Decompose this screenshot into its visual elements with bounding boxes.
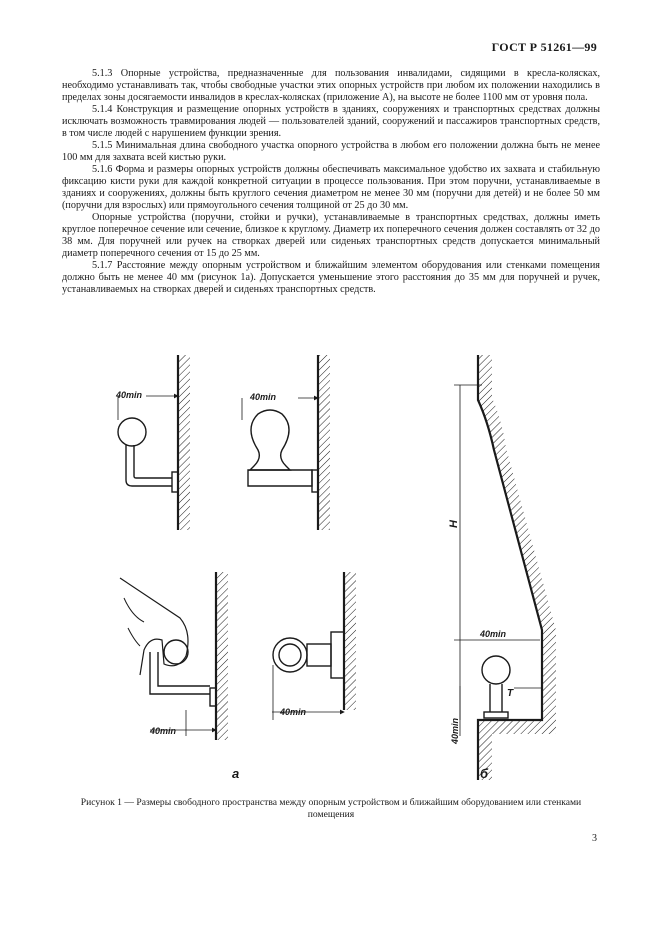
paragraph-5-1-4: 5.1.4 Конструкция и размещение опорных устройств в зданиях, сооружениях и транспортных средствах должны исключать возможность травмирования людей — пользователей зданий, сооружений и пассажиров транспортных средств, в том числе людей с нарушением функции зрения. [62, 104, 600, 139]
dim-label-t: T [507, 688, 514, 699]
dim-label-40min-top-left: 40min [116, 390, 143, 400]
dim-label-40min-vehicle-floor: 40min [450, 717, 460, 744]
dim-label-40min-vehicle: 40min [480, 629, 507, 639]
dim-label-40min-top-right: 40min [250, 392, 277, 402]
detail-hand-grip [120, 572, 228, 740]
figure-part-b-label: б [480, 766, 489, 781]
dim-label-40min-pipe: 40min [280, 707, 307, 717]
detail-round-handrail-wall [118, 355, 190, 530]
paragraph-5-1-5: 5.1.5 Минимальная длина свободного участка опорного устройства в любом его положении должна быть не менее 100 мм для захвата всей кистью руки. [62, 140, 600, 163]
body-text [62, 68, 600, 296]
figure-caption: Рисунок 1 — Размеры свободного пространства между опорным устройством и ближайшим оборудованием или стенками помещения [80, 797, 582, 820]
figure-1-drawing [80, 340, 580, 790]
paragraph-transport-supports: Опорные устройства (поручни, стойки и ручки), устанавливаемые в транспортных средствах, должны иметь круглое поперечное сечение или сечение, близкое к круглому. Диаметр их поперечного сечения должен составлять от 32 до 38 мм. Для поручней или ручек на створках дверей или сиденьях транспортных средств допускается минимальный диаметр поперечного сечения от 15 до 25 мм. [62, 212, 600, 259]
detail-profile-handrail-wall [242, 355, 330, 530]
paragraph-5-1-6: 5.1.6 Форма и размеры опорных устройств должны обеспечивать максимальное удобство их захвата и стабильную фиксацию кисти руки для каждой конкретной ситуации в процессе пользования. При этом поручни, устанавливаемые в зданиях и сооружениях, должны быть круглого сечения диаметром не менее 30 мм (поручни для детей) и не более 50 мм (поручни для взрослых) или прямоугольного сечения толщиной от 25 до 30 мм. [62, 164, 600, 211]
paragraph-5-1-3: 5.1.3 Опорные устройства, предназначенные для пользования инвалидами, сидящими в кресла-колясках, необходимо устанавливать так, чтобы свободные участки этих опорных устройств при любом их положении находились в пределах зоны досягаемости инвалидов в креслах-колясках (приложение А), на высоте не более 1100 мм от уровня пола. [62, 68, 600, 103]
dim-label-40min-hand: 40min [150, 726, 177, 736]
figure-part-a-label: а [232, 766, 240, 781]
paragraph-5-1-7: 5.1.7 Расстояние между опорным устройством и ближайшим элементом оборудования или стенками помещения должно быть не менее 40 мм (рисунок 1а). Допускается уменьшение этого расстояния до 35 мм для поручней и ручек, устанавливаемых на створках дверей и сиденьях транспортных средств. [62, 260, 600, 295]
page-number: 3 [592, 833, 597, 844]
detail-vehicle-wall [454, 355, 556, 780]
detail-pipe-handrail [272, 572, 356, 720]
figure-1 [80, 340, 580, 790]
document-header: ГОСТ Р 51261—99 [491, 40, 597, 54]
dim-label-h: H [448, 520, 460, 528]
